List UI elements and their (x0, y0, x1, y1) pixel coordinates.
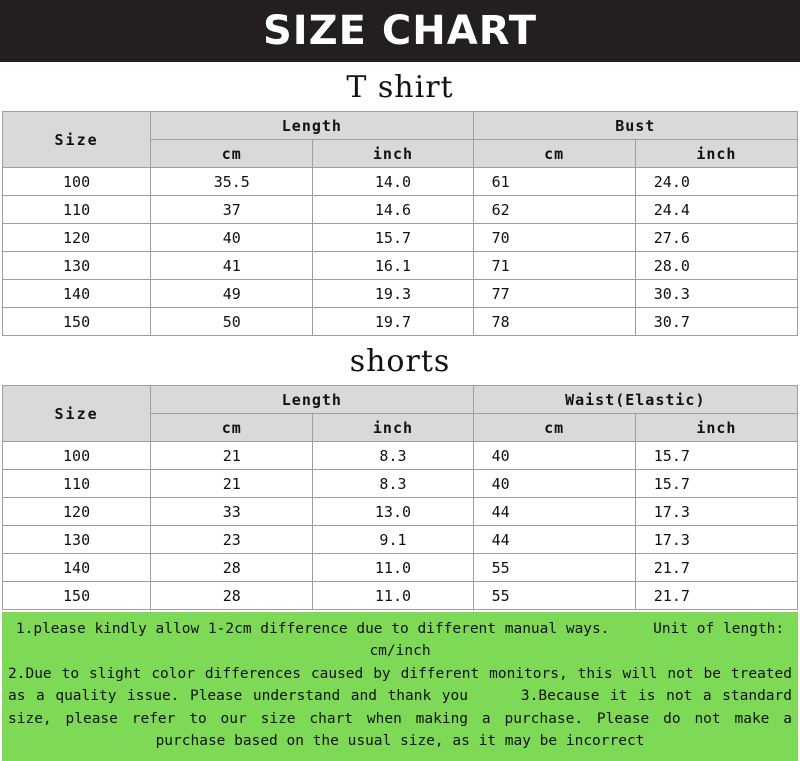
cell-length-cm: 23 (151, 526, 313, 554)
section-title-tshirt: T shirt (346, 70, 454, 105)
cell-bust-cm: 78 (473, 308, 635, 336)
note-line-1 (8, 618, 792, 640)
cell-bust-cm: 70 (473, 224, 635, 252)
cell-size: 150 (3, 308, 151, 336)
header-group-length: Length (151, 112, 473, 140)
cell-bust-inch: 24.4 (635, 196, 797, 224)
cell-length-inch: 9.1 (313, 526, 473, 554)
table-row (3, 442, 798, 470)
cell-length-inch: 16.1 (313, 252, 473, 280)
cell-size: 100 (3, 168, 151, 196)
cell-length-cm: 21 (151, 470, 313, 498)
note-line-2 (8, 640, 792, 662)
cell-waist-inch: 21.7 (635, 554, 797, 582)
table-row (3, 470, 798, 498)
table-header-row (3, 112, 798, 140)
cell-waist-inch: 15.7 (635, 470, 797, 498)
header-group-length: Length (151, 386, 473, 414)
cell-bust-cm: 62 (473, 196, 635, 224)
table-row (3, 308, 798, 336)
cell-bust-cm: 61 (473, 168, 635, 196)
cell-size: 150 (3, 582, 151, 610)
cell-bust-inch: 28.0 (635, 252, 797, 280)
page-title: SIZE CHART (262, 8, 538, 54)
cell-bust-inch: 24.0 (635, 168, 797, 196)
note-text-3-body: size, please refer to our size chart when making a purchase. Please do not make a purchase based on the usual size, as it may be incorrect (8, 710, 792, 750)
cell-length-inch: 11.0 (313, 554, 473, 582)
cell-length-inch: 11.0 (313, 582, 473, 610)
header-unit-inch-1: inch (313, 140, 473, 168)
header-unit-inch-2: inch (635, 414, 797, 442)
table-row (3, 168, 798, 196)
header-unit-inch-2: inch (635, 140, 797, 168)
cell-size: 140 (3, 280, 151, 308)
cell-waist-inch: 21.7 (635, 582, 797, 610)
header-unit-cm-1: cm (151, 140, 313, 168)
header-size: Size (3, 112, 151, 168)
cell-length-inch: 8.3 (313, 442, 473, 470)
cell-length-cm: 28 (151, 582, 313, 610)
header-unit-inch-1: inch (313, 414, 473, 442)
cell-length-inch: 19.3 (313, 280, 473, 308)
cell-waist-cm: 40 (473, 442, 635, 470)
cell-size: 110 (3, 470, 151, 498)
cell-length-inch: 14.6 (313, 196, 473, 224)
cell-length-cm: 50 (151, 308, 313, 336)
note-text-1: 1.please kindly allow 1-2cm difference due to different manual ways. (15, 621, 610, 637)
cell-length-inch: 15.7 (313, 224, 473, 252)
cell-waist-inch: 17.3 (635, 498, 797, 526)
note-line-3 (8, 663, 792, 753)
cell-length-inch: 19.7 (313, 308, 473, 336)
cell-length-cm: 37 (151, 196, 313, 224)
cell-waist-cm: 55 (473, 582, 635, 610)
note-unit-label: Unit of length: (653, 621, 785, 637)
table-row (3, 526, 798, 554)
header-unit-cm-2: cm (473, 414, 635, 442)
cell-length-cm: 49 (151, 280, 313, 308)
cell-length-cm: 33 (151, 498, 313, 526)
header-group-bust: Bust (473, 112, 797, 140)
table-row (3, 196, 798, 224)
section-title-shorts: shorts (349, 344, 451, 379)
cell-size: 120 (3, 224, 151, 252)
cell-length-inch: 8.3 (313, 470, 473, 498)
cell-length-cm: 41 (151, 252, 313, 280)
table-row (3, 252, 798, 280)
cell-size: 120 (3, 498, 151, 526)
header-unit-cm-2: cm (473, 140, 635, 168)
table-row (3, 498, 798, 526)
cell-size: 100 (3, 442, 151, 470)
cell-length-cm: 28 (151, 554, 313, 582)
size-table-shorts (2, 385, 798, 610)
note-text-3-head: 3.Because it is not a standard (520, 688, 792, 705)
cell-size: 140 (3, 554, 151, 582)
cell-length-inch: 13.0 (313, 498, 473, 526)
cell-waist-cm: 44 (473, 526, 635, 554)
cell-bust-inch: 30.7 (635, 308, 797, 336)
table-row (3, 554, 798, 582)
cell-size: 110 (3, 196, 151, 224)
size-table-tshirt (2, 111, 798, 336)
cell-length-inch: 14.0 (313, 168, 473, 196)
header-size: Size (3, 386, 151, 442)
table-row (3, 280, 798, 308)
cell-waist-inch: 17.3 (635, 526, 797, 554)
header-unit-cm-1: cm (151, 414, 313, 442)
cell-bust-cm: 77 (473, 280, 635, 308)
cell-waist-cm: 55 (473, 554, 635, 582)
cell-bust-cm: 71 (473, 252, 635, 280)
table-header-row (3, 386, 798, 414)
note-unit-value: cm/inch (369, 643, 431, 660)
cell-size: 130 (3, 526, 151, 554)
cell-bust-inch: 30.3 (635, 280, 797, 308)
header-group-waist: Waist(Elastic) (473, 386, 797, 414)
table-row (3, 582, 798, 610)
note-text-2: 2.Due to slight color differences caused by different monitors, this will not be treated as a quality issue. Please understand and thank you (8, 665, 792, 705)
header-banner (0, 0, 800, 62)
cell-bust-inch: 27.6 (635, 224, 797, 252)
cell-length-cm: 40 (151, 224, 313, 252)
cell-length-cm: 35.5 (151, 168, 313, 196)
table-row (3, 224, 798, 252)
notes-panel (2, 612, 798, 761)
cell-waist-cm: 40 (473, 470, 635, 498)
cell-size: 130 (3, 252, 151, 280)
cell-waist-inch: 15.7 (635, 442, 797, 470)
cell-waist-cm: 44 (473, 498, 635, 526)
cell-length-cm: 21 (151, 442, 313, 470)
